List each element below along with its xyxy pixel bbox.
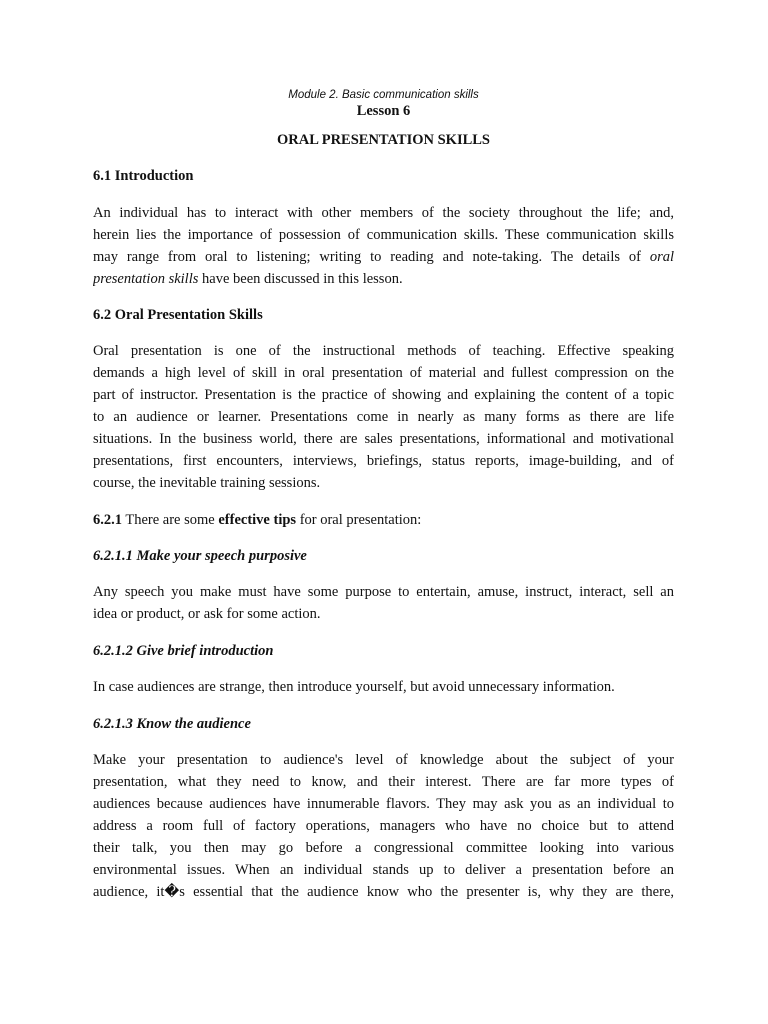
bold-phrase: effective tips [218,512,297,528]
section-6-2-1-3-heading: 6.2.1.3 Know the audience [93,716,251,732]
section-6-1-heading: 6.1 Introduction [93,168,194,184]
paragraph-line: In case audiences are strange, then introduce yourself, but avoid unnecessary information. [93,679,615,695]
italic-term: oral [649,249,674,265]
paragraph-line: Make your presentation to audience's level of knowledge about the subject of your [93,752,674,768]
section-6-2-1-2-paragraph [93,676,674,698]
paragraph-line: to an audience or learner. Presentations come in nearly as many forms as there are life [93,409,674,425]
paragraph-line: situations. In the business world, there are sales presentations, informational and motivational [93,431,674,447]
module-label: Module 2. Basic communication skills [288,89,479,101]
paragraph-line: part of instructor. Presentation is the practice of showing and explaining the content of a topic [93,387,674,403]
paragraph-line: herein lies the importance of possession of communication skills. These communication skills [93,227,674,243]
paragraph-line: An individual has to interact with other members of the society throughout the life; and, [93,205,674,221]
section-6-2-1-1-heading: 6.2.1.1 Make your speech purposive [93,548,307,564]
paragraph-line: may range from oral to listening; writing to reading and note-taking. The details of oral [93,249,674,265]
paragraph-line: their talk, you then may go before a congressional committee looking into various [93,840,674,856]
paragraph-line: presentation skills have been discussed in this lesson. [93,271,403,287]
section-6-2-1-1-paragraph [93,581,674,625]
document-page [93,0,674,1024]
section-number: 6.2.1 [93,512,122,528]
paragraph-line: idea or product, or ask for some action. [93,606,321,622]
paragraph-line: Any speech you make must have some purpose to entertain, amuse, instruct, interact, sell an [93,584,674,600]
page-title: ORAL PRESENTATION SKILLS [277,132,490,148]
paragraph-line: Oral presentation is one of the instructional methods of teaching. Effective speaking [93,343,674,359]
paragraph-line: address a room full of factory operations, managers who have no choice but to attend [93,818,674,834]
paragraph-line: course, the inevitable training sessions. [93,475,321,491]
section-6-2-1-2-heading: 6.2.1.2 Give brief introduction [93,643,274,659]
paragraph-line: presentation, what they need to know, and their interest. There are far more types of [93,774,674,790]
paragraph-line: audience, it�s essential that the audience know who the presenter is, why they are there, [93,884,674,900]
section-6-2-paragraph [93,340,674,494]
italic-term: presentation skills [93,271,199,287]
paragraph-line: presentations, first encounters, interviews, briefings, status reports, image-building, and of [93,453,674,469]
section-6-2-1-3-paragraph [93,749,674,903]
section-6-2-heading: 6.2 Oral Presentation Skills [93,307,263,323]
section-6-2-1-line: 6.2.1 There are some effective tips for oral presentation: [93,512,422,528]
paragraph-line: environmental issues. When an individual stands up to deliver a presentation before an [93,862,674,878]
lesson-label: Lesson 6 [356,103,411,119]
paragraph-line: audiences because audiences have innumerable flavors. They may ask you as an individual to [93,796,674,812]
section-6-1-paragraph [93,202,674,290]
paragraph-line: demands a high level of skill in oral presentation of material and fullest compression on the [93,365,674,381]
